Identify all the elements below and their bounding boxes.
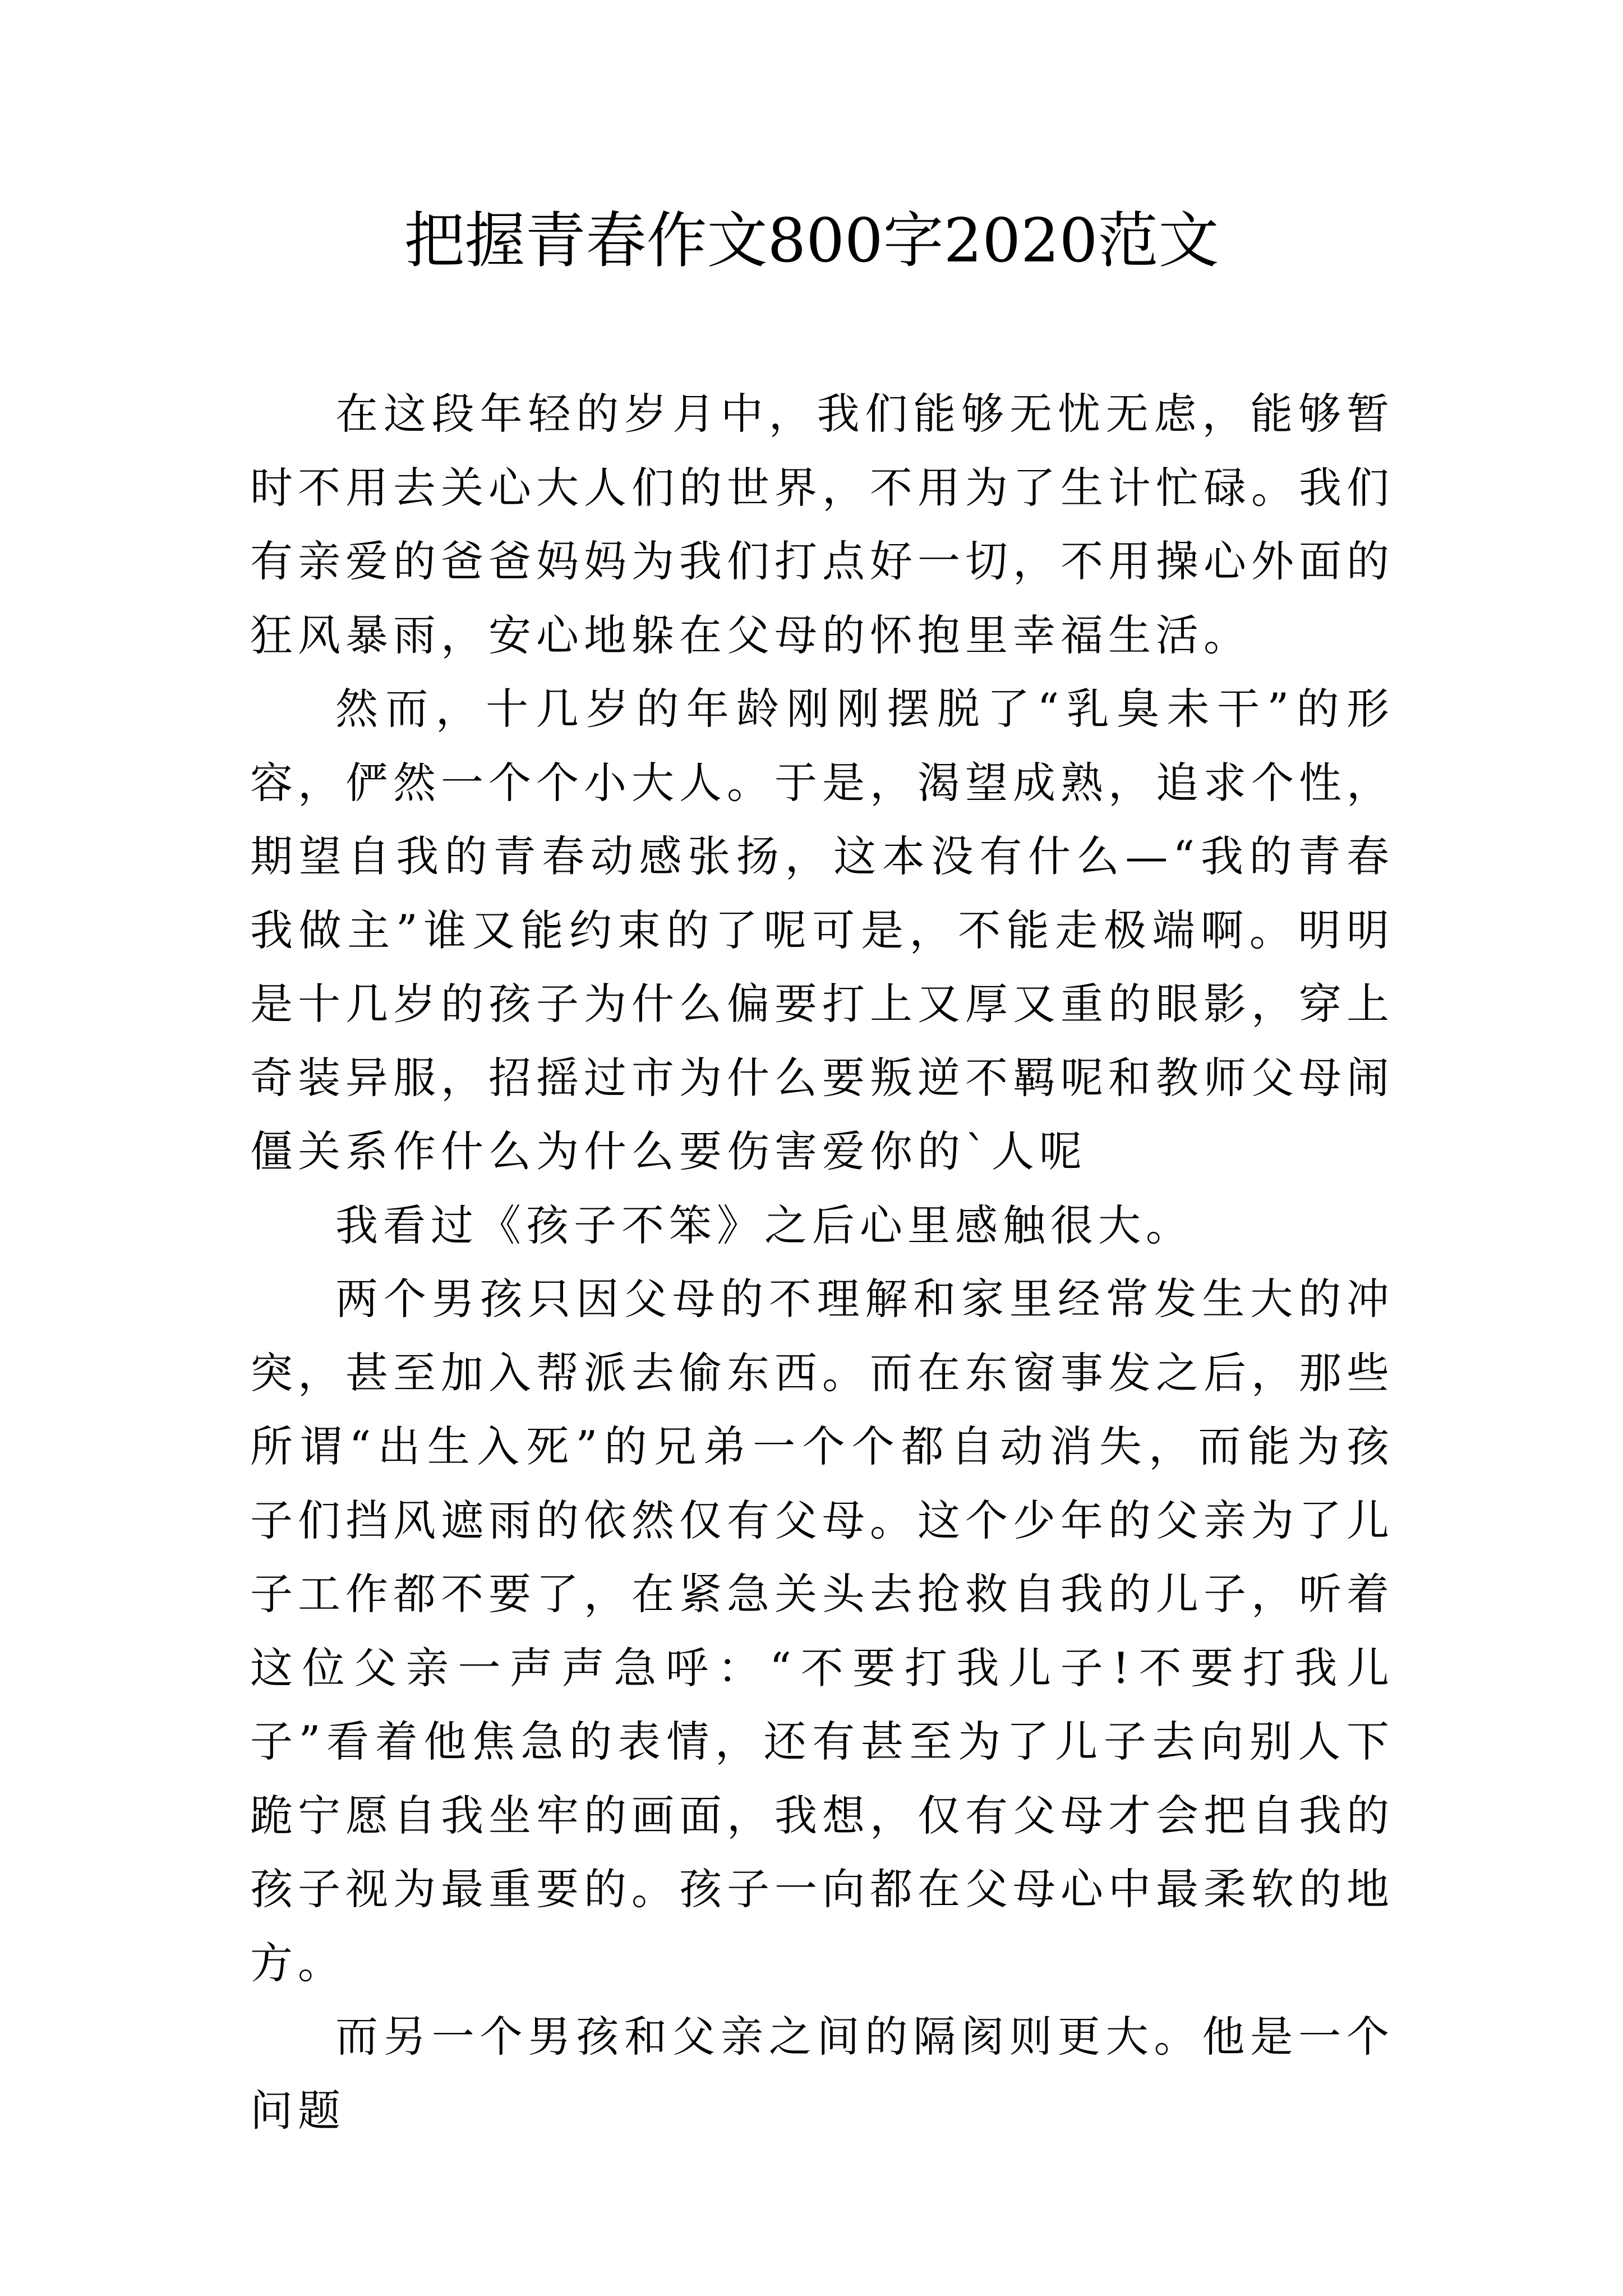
- document-title: 把握青春作文800字2020范文: [404, 206, 1219, 276]
- paragraph: 而另一个男孩和父亲之间的隔阂则更大。他是一个问题: [250, 2012, 1394, 2136]
- paragraph: 两个男孩只因父母的不理解和家里经常发生大的冲突，甚至加入帮派去偷东西。而在东窗事发之后，那些所谓“出生入死”的兄弟一个个都自动消失，而能为孩子们挡风遮雨的依然仅有父母。这个少年的父亲为了儿子工作都不要了，在紧急关头去抢救自我的儿子，听着这位父亲一声声急呼：“不要打我儿子!不要打我儿子”看着他焦急的表情，还有甚至为了儿子去向别人下跪宁愿自我坐牢的画面，我想，仅有父母才会把自我的孩子视为最重要的。孩子一向都在父母心中最柔软的地方。: [250, 1274, 1394, 1988]
- paragraph: 然而，十几岁的年龄刚刚摆脱了“乳臭未干”的形容，俨然一个个小大人。于是，渴望成熟，追求个性，期望自我的青春动感张扬，这本没有什么—“我的青春我做主”谁又能约束的了呢可是，不能走极端啊。明明是十几岁的孩子为什么偏要打上又厚又重的眼影，穿上奇装异服，招摇过市为什么要叛逆不羁呢和教师父母闹僵关系作什么为什么要伤害爱你的`人呢: [250, 684, 1394, 1176]
- document-body: [250, 377, 1394, 2147]
- paragraph: 在这段年轻的岁月中，我们能够无忧无虑，能够暂时不用去关心大人们的世界，不用为了生计忙碌。我们有亲爱的爸爸妈妈为我们打点好一切，不用操心外面的狂风暴雨，安心地躲在父母的怀抱里幸福生活。: [250, 389, 1394, 660]
- paragraph: 我看过《孩子不笨》之后心里感触很大。: [335, 1200, 1193, 1250]
